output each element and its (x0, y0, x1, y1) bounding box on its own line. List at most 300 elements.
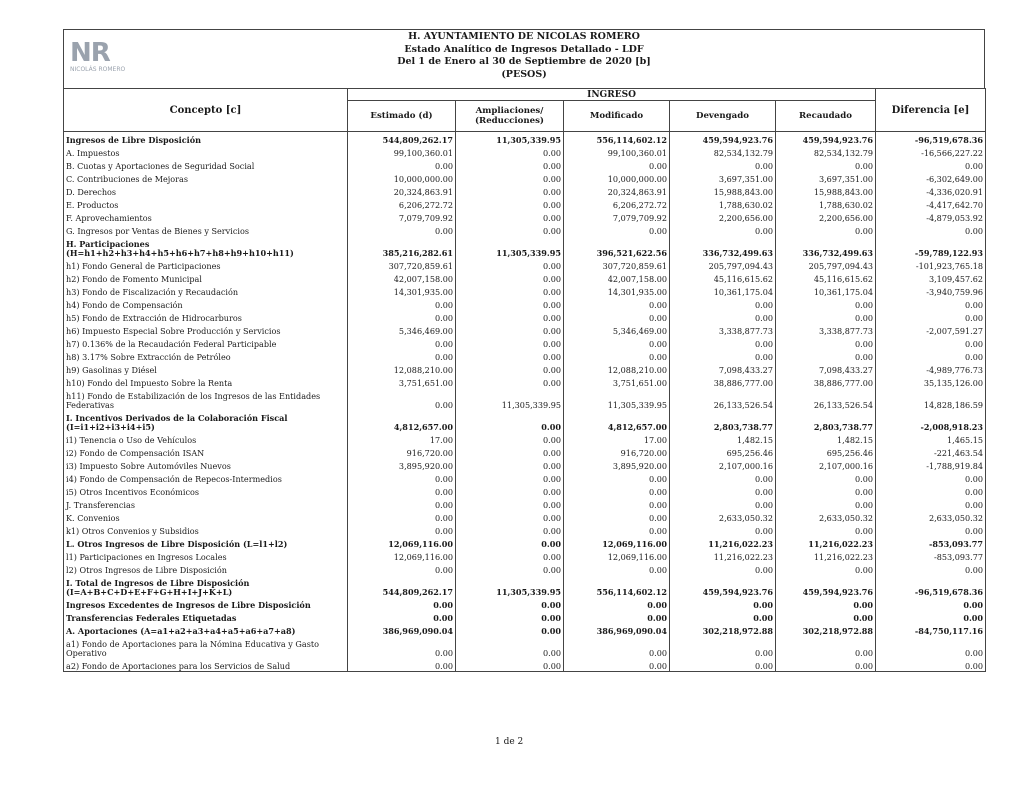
header-concepto: Concepto [c] (64, 89, 348, 132)
cell-modificado: 556,114,602.12 (564, 575, 670, 597)
cell-ampliaciones: 11,305,339.95 (456, 388, 564, 410)
cell-diferencia: 14,828,186.59 (876, 388, 986, 410)
cell-ampliaciones: 0.00 (456, 284, 564, 297)
cell-recaudado: 302,218,972.88 (776, 623, 876, 636)
cell-estimado: 0.00 (348, 349, 456, 362)
cell-estimado: 544,809,262.17 (348, 132, 456, 146)
cell-concepto: L. Otros Ingresos de Libre Disposición (L=l1+l2) (64, 536, 348, 549)
table-row (64, 536, 986, 549)
table-row (64, 484, 986, 497)
table-row (64, 271, 986, 284)
cell-ampliaciones: 0.00 (456, 171, 564, 184)
cell-modificado: 5,346,469.00 (564, 323, 670, 336)
cell-recaudado: 0.00 (776, 158, 876, 171)
cell-diferencia: -4,336,020.91 (876, 184, 986, 197)
cell-devengado: 45,116,615.62 (670, 271, 776, 284)
cell-diferencia: -853,093.77 (876, 536, 986, 549)
table-row (64, 132, 986, 146)
cell-recaudado: 3,338,877.73 (776, 323, 876, 336)
cell-recaudado: 0.00 (776, 562, 876, 575)
cell-recaudado: 0.00 (776, 497, 876, 510)
cell-estimado: 17.00 (348, 432, 456, 445)
cell-modificado: 307,720,859.61 (564, 258, 670, 271)
cell-modificado: 0.00 (564, 510, 670, 523)
cell-devengado: 1,482.15 (670, 432, 776, 445)
cell-devengado: 11,216,022.23 (670, 549, 776, 562)
table-row (64, 184, 986, 197)
cell-concepto: h3) Fondo de Fiscalización y Recaudación (64, 284, 348, 297)
cell-estimado: 20,324,863.91 (348, 184, 456, 197)
cell-devengado: 26,133,526.54 (670, 388, 776, 410)
cell-modificado: 42,007,158.00 (564, 271, 670, 284)
cell-recaudado: 7,098,433.27 (776, 362, 876, 375)
cell-concepto: i4) Fondo de Compensación de Repecos-Intermedios (64, 471, 348, 484)
cell-estimado: 3,751,651.00 (348, 375, 456, 388)
cell-diferencia: 2,633,050.32 (876, 510, 986, 523)
cell-modificado: 0.00 (564, 597, 670, 610)
cell-ampliaciones: 0.00 (456, 562, 564, 575)
report-units: (PESOS) (501, 68, 547, 80)
cell-ampliaciones: 0.00 (456, 323, 564, 336)
cell-devengado: 0.00 (670, 497, 776, 510)
cell-modificado: 0.00 (564, 310, 670, 323)
cell-diferencia: 0.00 (876, 471, 986, 484)
cell-diferencia: -1,788,919.84 (876, 458, 986, 471)
cell-concepto: h1) Fondo General de Participaciones (64, 258, 348, 271)
table-row (64, 575, 986, 597)
cell-concepto: K. Convenios (64, 510, 348, 523)
cell-ampliaciones: 0.00 (456, 597, 564, 610)
cell-modificado: 0.00 (564, 223, 670, 236)
header-ampliaciones: Ampliaciones/ (Reducciones) (456, 101, 564, 132)
cell-recaudado: 2,200,656.00 (776, 210, 876, 223)
cell-concepto: I. Incentivos Derivados de la Colaboración Fiscal (I=i1+i2+i3+i4+i5) (64, 410, 348, 432)
table-row (64, 258, 986, 271)
table-row (64, 410, 986, 432)
table-row (64, 171, 986, 184)
header-recaudado: Recaudado (776, 101, 876, 132)
cell-devengado: 0.00 (670, 349, 776, 362)
report-sheet (63, 29, 985, 672)
cell-concepto: h8) 3.17% Sobre Extracción de Petróleo (64, 349, 348, 362)
cell-modificado: 396,521,622.56 (564, 236, 670, 258)
cell-diferencia: 35,135,126.00 (876, 375, 986, 388)
cell-estimado: 3,895,920.00 (348, 458, 456, 471)
cell-concepto: a2) Fondo de Aportaciones para los Servicios de Salud (64, 658, 348, 672)
cell-diferencia: -4,879,053.92 (876, 210, 986, 223)
cell-estimado: 6,206,272.72 (348, 197, 456, 210)
table-row (64, 658, 986, 672)
cell-diferencia: 0.00 (876, 158, 986, 171)
cell-devengado: 3,697,351.00 (670, 171, 776, 184)
cell-estimado: 0.00 (348, 223, 456, 236)
table-row (64, 375, 986, 388)
cell-ampliaciones: 0.00 (456, 610, 564, 623)
cell-devengado: 38,886,777.00 (670, 375, 776, 388)
cell-recaudado: 0.00 (776, 636, 876, 658)
cell-modificado: 10,000,000.00 (564, 171, 670, 184)
cell-estimado: 12,088,210.00 (348, 362, 456, 375)
cell-diferencia: -16,566,227.22 (876, 145, 986, 158)
cell-diferencia: 0.00 (876, 349, 986, 362)
cell-ampliaciones: 0.00 (456, 184, 564, 197)
cell-devengado: 1,788,630.02 (670, 197, 776, 210)
cell-modificado: 0.00 (564, 158, 670, 171)
cell-ampliaciones: 0.00 (456, 210, 564, 223)
cell-concepto: h4) Fondo de Compensación (64, 297, 348, 310)
cell-modificado: 0.00 (564, 336, 670, 349)
cell-estimado: 4,812,657.00 (348, 410, 456, 432)
report-titles (64, 31, 984, 81)
cell-concepto: H. Participaciones (H=h1+h2+h3+h4+h5+h6+h7+h8+h9+h10+h11) (64, 236, 348, 258)
table-row (64, 445, 986, 458)
cell-recaudado: 38,886,777.00 (776, 375, 876, 388)
report-header (63, 29, 985, 88)
cell-devengado: 10,361,175.04 (670, 284, 776, 297)
cell-diferencia: 0.00 (876, 562, 986, 575)
cell-devengado: 459,594,923.76 (670, 575, 776, 597)
report-period: Del 1 de Enero al 30 de Septiembre de 2020 [b] (397, 56, 651, 67)
cell-recaudado: 1,482.15 (776, 432, 876, 445)
cell-ampliaciones: 0.00 (456, 258, 564, 271)
cell-estimado: 0.00 (348, 310, 456, 323)
cell-diferencia: -3,940,759.96 (876, 284, 986, 297)
cell-concepto: A. Impuestos (64, 145, 348, 158)
header-modificado: Modificado (564, 101, 670, 132)
cell-devengado: 0.00 (670, 158, 776, 171)
cell-estimado: 0.00 (348, 658, 456, 672)
cell-modificado: 386,969,090.04 (564, 623, 670, 636)
cell-modificado: 916,720.00 (564, 445, 670, 458)
cell-recaudado: 0.00 (776, 471, 876, 484)
cell-diferencia: 1,465.15 (876, 432, 986, 445)
cell-modificado: 0.00 (564, 562, 670, 575)
cell-devengado: 2,200,656.00 (670, 210, 776, 223)
table-row (64, 510, 986, 523)
cell-modificado: 0.00 (564, 297, 670, 310)
cell-diferencia: -221,463.54 (876, 445, 986, 458)
cell-modificado: 0.00 (564, 658, 670, 672)
cell-recaudado: 10,361,175.04 (776, 284, 876, 297)
cell-estimado: 307,720,859.61 (348, 258, 456, 271)
cell-concepto: h9) Gasolinas y Diésel (64, 362, 348, 375)
cell-estimado: 0.00 (348, 523, 456, 536)
cell-modificado: 0.00 (564, 497, 670, 510)
cell-modificado: 99,100,360.01 (564, 145, 670, 158)
cell-estimado: 544,809,262.17 (348, 575, 456, 597)
cell-devengado: 459,594,923.76 (670, 132, 776, 146)
cell-devengado: 0.00 (670, 597, 776, 610)
cell-estimado: 0.00 (348, 484, 456, 497)
cell-recaudado: 0.00 (776, 658, 876, 672)
cell-devengado: 0.00 (670, 610, 776, 623)
cell-recaudado: 0.00 (776, 336, 876, 349)
cell-estimado: 5,346,469.00 (348, 323, 456, 336)
table-row (64, 471, 986, 484)
table-row (64, 623, 986, 636)
cell-diferencia: -96,519,678.36 (876, 575, 986, 597)
cell-estimado: 12,069,116.00 (348, 536, 456, 549)
cell-modificado: 12,069,116.00 (564, 536, 670, 549)
cell-recaudado: 11,216,022.23 (776, 549, 876, 562)
cell-concepto: A. Aportaciones (A=a1+a2+a3+a4+a5+a6+a7+a8) (64, 623, 348, 636)
cell-diferencia: -84,750,117.16 (876, 623, 986, 636)
table-row (64, 362, 986, 375)
logo-mark: NR (70, 38, 110, 68)
cell-estimado: 0.00 (348, 158, 456, 171)
cell-ampliaciones: 11,305,339.95 (456, 132, 564, 146)
cell-estimado: 7,079,709.92 (348, 210, 456, 223)
cell-ampliaciones: 0.00 (456, 145, 564, 158)
cell-concepto: i2) Fondo de Compensación ISAN (64, 445, 348, 458)
cell-diferencia: 0.00 (876, 310, 986, 323)
cell-concepto: i5) Otros Incentivos Económicos (64, 484, 348, 497)
cell-recaudado: 0.00 (776, 297, 876, 310)
table-row (64, 284, 986, 297)
cell-concepto: D. Derechos (64, 184, 348, 197)
cell-ampliaciones: 0.00 (456, 297, 564, 310)
logo-subtitle: NICOLÁS ROMERO (70, 66, 126, 73)
cell-recaudado: 26,133,526.54 (776, 388, 876, 410)
table-row (64, 236, 986, 258)
cell-ampliaciones: 0.00 (456, 471, 564, 484)
cell-devengado: 11,216,022.23 (670, 536, 776, 549)
cell-estimado: 0.00 (348, 497, 456, 510)
cell-ampliaciones: 0.00 (456, 484, 564, 497)
cell-recaudado: 459,594,923.76 (776, 575, 876, 597)
cell-diferencia: -6,302,649.00 (876, 171, 986, 184)
cell-modificado: 12,088,210.00 (564, 362, 670, 375)
cell-estimado: 0.00 (348, 636, 456, 658)
cell-ampliaciones: 0.00 (456, 310, 564, 323)
cell-estimado: 0.00 (348, 336, 456, 349)
cell-modificado: 0.00 (564, 523, 670, 536)
cell-devengado: 302,218,972.88 (670, 623, 776, 636)
cell-estimado: 0.00 (348, 610, 456, 623)
cell-modificado: 0.00 (564, 484, 670, 497)
cell-modificado: 0.00 (564, 349, 670, 362)
cell-recaudado: 15,988,843.00 (776, 184, 876, 197)
cell-devengado: 205,797,094.43 (670, 258, 776, 271)
cell-devengado: 0.00 (670, 658, 776, 672)
cell-ampliaciones: 0.00 (456, 636, 564, 658)
cell-diferencia: 0.00 (876, 597, 986, 610)
table-row (64, 562, 986, 575)
cell-ampliaciones: 0.00 (456, 497, 564, 510)
cell-estimado: 385,216,282.61 (348, 236, 456, 258)
cell-modificado: 11,305,339.95 (564, 388, 670, 410)
table-row (64, 458, 986, 471)
cell-concepto: h7) 0.136% de la Recaudación Federal Participable (64, 336, 348, 349)
page-number: 1 de 2 (495, 737, 524, 747)
cell-recaudado: 0.00 (776, 610, 876, 623)
cell-concepto: G. Ingresos por Ventas de Bienes y Servicios (64, 223, 348, 236)
cell-concepto: E. Productos (64, 197, 348, 210)
cell-estimado: 0.00 (348, 471, 456, 484)
cell-devengado: 0.00 (670, 471, 776, 484)
cell-concepto: F. Aprovechamientos (64, 210, 348, 223)
cell-estimado: 42,007,158.00 (348, 271, 456, 284)
cell-diferencia: -101,923,765.18 (876, 258, 986, 271)
cell-ampliaciones: 0.00 (456, 536, 564, 549)
cell-ampliaciones: 11,305,339.95 (456, 236, 564, 258)
cell-diferencia: 0.00 (876, 658, 986, 672)
cell-modificado: 14,301,935.00 (564, 284, 670, 297)
cell-recaudado: 82,534,132.79 (776, 145, 876, 158)
cell-ampliaciones: 0.00 (456, 336, 564, 349)
cell-ampliaciones: 0.00 (456, 349, 564, 362)
cell-devengado: 0.00 (670, 223, 776, 236)
cell-concepto: l1) Participaciones en Ingresos Locales (64, 549, 348, 562)
table-body (64, 132, 986, 672)
cell-devengado: 2,633,050.32 (670, 510, 776, 523)
cell-diferencia: 0.00 (876, 336, 986, 349)
table-row (64, 297, 986, 310)
cell-diferencia: -853,093.77 (876, 549, 986, 562)
cell-devengado: 695,256.46 (670, 445, 776, 458)
cell-concepto: h10) Fondo del Impuesto Sobre la Renta (64, 375, 348, 388)
cell-devengado: 0.00 (670, 523, 776, 536)
cell-estimado: 386,969,090.04 (348, 623, 456, 636)
cell-estimado: 12,069,116.00 (348, 549, 456, 562)
cell-modificado: 20,324,863.91 (564, 184, 670, 197)
cell-estimado: 14,301,935.00 (348, 284, 456, 297)
cell-concepto: a1) Fondo de Aportaciones para la Nómina Educativa y Gasto Operativo (64, 636, 348, 658)
cell-ampliaciones: 0.00 (456, 658, 564, 672)
cell-recaudado: 459,594,923.76 (776, 132, 876, 146)
cell-ampliaciones: 0.00 (456, 271, 564, 284)
cell-recaudado: 0.00 (776, 484, 876, 497)
cell-diferencia: -4,417,642.70 (876, 197, 986, 210)
cell-modificado: 0.00 (564, 610, 670, 623)
table-row (64, 323, 986, 336)
table-row (64, 145, 986, 158)
cell-recaudado: 2,633,050.32 (776, 510, 876, 523)
table-row (64, 223, 986, 236)
report-title: Estado Analítico de Ingresos Detallado - LDF (404, 43, 644, 55)
cell-recaudado: 0.00 (776, 349, 876, 362)
cell-ampliaciones: 0.00 (456, 432, 564, 445)
cell-concepto: C. Contribuciones de Mejoras (64, 171, 348, 184)
cell-concepto: Transferencias Federales Etiquetadas (64, 610, 348, 623)
cell-estimado: 10,000,000.00 (348, 171, 456, 184)
cell-recaudado: 2,107,000.16 (776, 458, 876, 471)
cell-diferencia: 3,109,457.62 (876, 271, 986, 284)
table-row (64, 523, 986, 536)
table-row (64, 549, 986, 562)
cell-diferencia: 0.00 (876, 610, 986, 623)
cell-recaudado: 11,216,022.23 (776, 536, 876, 549)
cell-diferencia: 0.00 (876, 497, 986, 510)
cell-ampliaciones: 0.00 (456, 223, 564, 236)
cell-concepto: h5) Fondo de Extracción de Hidrocarburos (64, 310, 348, 323)
cell-ampliaciones: 0.00 (456, 362, 564, 375)
table-row (64, 388, 986, 410)
cell-ampliaciones: 0.00 (456, 197, 564, 210)
cell-modificado: 7,079,709.92 (564, 210, 670, 223)
cell-devengado: 0.00 (670, 336, 776, 349)
cell-modificado: 556,114,602.12 (564, 132, 670, 146)
cell-diferencia: 0.00 (876, 636, 986, 658)
cell-ampliaciones: 0.00 (456, 458, 564, 471)
cell-modificado: 12,069,116.00 (564, 549, 670, 562)
cell-diferencia: 0.00 (876, 223, 986, 236)
cell-recaudado: 336,732,499.63 (776, 236, 876, 258)
cell-concepto: I. Total de Ingresos de Libre Disposición (I=A+B+C+D+E+F+G+H+I+J+K+L) (64, 575, 348, 597)
table-row (64, 610, 986, 623)
cell-modificado: 0.00 (564, 471, 670, 484)
cell-concepto: h2) Fondo de Fomento Municipal (64, 271, 348, 284)
cell-concepto: h6) Impuesto Especial Sobre Producción y Servicios (64, 323, 348, 336)
header-devengado: Devengado (670, 101, 776, 132)
header-estimado: Estimado (d) (348, 101, 456, 132)
cell-concepto: J. Transferencias (64, 497, 348, 510)
cell-concepto: l2) Otros Ingresos de Libre Disposición (64, 562, 348, 575)
table-row (64, 310, 986, 323)
cell-devengado: 336,732,499.63 (670, 236, 776, 258)
table-row (64, 158, 986, 171)
table-row (64, 432, 986, 445)
cell-devengado: 2,803,738.77 (670, 410, 776, 432)
cell-concepto: i1) Tenencia o Uso de Vehículos (64, 432, 348, 445)
cell-concepto: k1) Otros Convenios y Subsidios (64, 523, 348, 536)
table-row (64, 349, 986, 362)
cell-devengado: 2,107,000.16 (670, 458, 776, 471)
entity-name: H. AYUNTAMIENTO DE NICOLAS ROMERO (408, 31, 640, 42)
cell-estimado: 99,100,360.01 (348, 145, 456, 158)
cell-modificado: 0.00 (564, 636, 670, 658)
cell-diferencia: 0.00 (876, 297, 986, 310)
cell-recaudado: 45,116,615.62 (776, 271, 876, 284)
cell-estimado: 0.00 (348, 297, 456, 310)
cell-devengado: 0.00 (670, 562, 776, 575)
cell-diferencia: 0.00 (876, 523, 986, 536)
table-row (64, 636, 986, 658)
cell-estimado: 0.00 (348, 510, 456, 523)
cell-estimado: 0.00 (348, 388, 456, 410)
table-row (64, 497, 986, 510)
cell-recaudado: 0.00 (776, 597, 876, 610)
cell-estimado: 0.00 (348, 562, 456, 575)
cell-recaudado: 695,256.46 (776, 445, 876, 458)
cell-recaudado: 0.00 (776, 223, 876, 236)
cell-recaudado: 205,797,094.43 (776, 258, 876, 271)
header-diferencia: Diferencia [e] (876, 89, 986, 132)
cell-devengado: 7,098,433.27 (670, 362, 776, 375)
cell-devengado: 82,534,132.79 (670, 145, 776, 158)
cell-diferencia: -2,007,591.27 (876, 323, 986, 336)
cell-devengado: 15,988,843.00 (670, 184, 776, 197)
cell-devengado: 0.00 (670, 636, 776, 658)
cell-devengado: 0.00 (670, 484, 776, 497)
cell-ampliaciones: 11,305,339.95 (456, 575, 564, 597)
cell-modificado: 17.00 (564, 432, 670, 445)
cell-estimado: 0.00 (348, 597, 456, 610)
cell-devengado: 0.00 (670, 297, 776, 310)
cell-ampliaciones: 0.00 (456, 523, 564, 536)
cell-recaudado: 3,697,351.00 (776, 171, 876, 184)
cell-recaudado: 1,788,630.02 (776, 197, 876, 210)
cell-modificado: 4,812,657.00 (564, 410, 670, 432)
cell-ampliaciones: 0.00 (456, 158, 564, 171)
cell-diferencia: -4,989,776.73 (876, 362, 986, 375)
cell-ampliaciones: 0.00 (456, 410, 564, 432)
cell-modificado: 3,895,920.00 (564, 458, 670, 471)
cell-concepto: Ingresos Excedentes de Ingresos de Libre Disposición (64, 597, 348, 610)
cell-diferencia: -2,008,918.23 (876, 410, 986, 432)
table-row (64, 197, 986, 210)
cell-ampliaciones: 0.00 (456, 445, 564, 458)
